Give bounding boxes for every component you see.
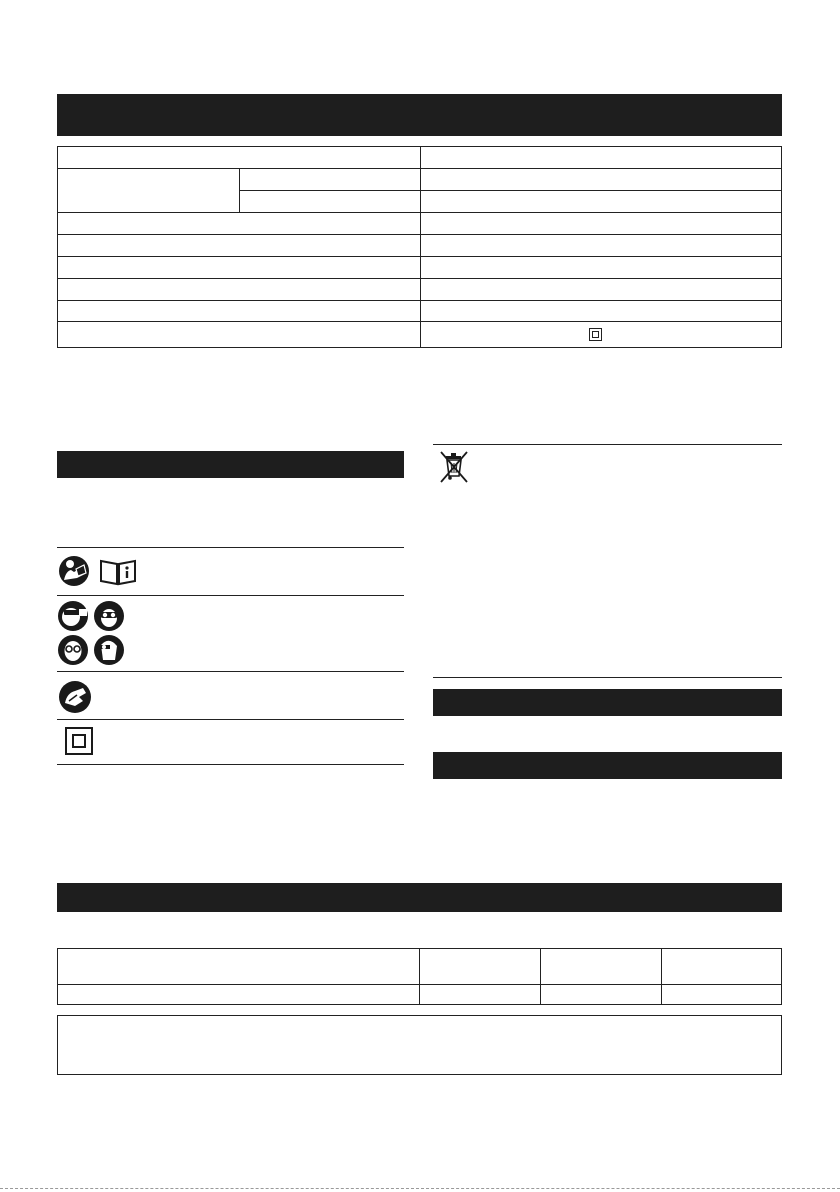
table-row [58, 256, 781, 257]
table-row [58, 300, 781, 301]
table-column-divider [661, 949, 662, 1004]
symbols-divider [57, 671, 404, 672]
noise-table [57, 948, 782, 1005]
double-insulation-icon [65, 727, 93, 755]
crossed-out-wheeled-bin-icon [439, 450, 469, 484]
table-column-divider [420, 147, 421, 347]
symbols-divider [57, 764, 404, 765]
table-row [58, 278, 781, 279]
weee-top-rule [433, 444, 782, 445]
power-supply-header-bar [433, 752, 782, 779]
table-row [239, 190, 781, 191]
table-row [58, 234, 781, 235]
table-column-divider [540, 949, 541, 1004]
keep-hands-away-icon [57, 679, 93, 715]
book-info-icon [99, 558, 137, 586]
specifications-table [57, 146, 782, 348]
symbols-header-bar [57, 451, 404, 478]
double-square-icon [589, 328, 602, 341]
table-row [58, 168, 781, 169]
symbols-divider [57, 719, 404, 720]
symbols-divider [57, 595, 404, 596]
weee-bottom-rule [433, 677, 782, 678]
intended-use-header-bar [433, 689, 782, 716]
table-row [58, 984, 781, 985]
read-instruction-manual-icon [57, 554, 97, 588]
wear-eye-ear-protection-icons [57, 600, 129, 666]
table-column-divider [419, 949, 420, 1004]
table-row [58, 212, 781, 213]
symbols-divider [57, 547, 404, 548]
table-row [58, 321, 781, 322]
specifications-header-bar [57, 94, 782, 136]
noise-header-bar [57, 883, 782, 912]
page-edge-line [0, 1188, 840, 1189]
note-box [57, 1015, 782, 1075]
